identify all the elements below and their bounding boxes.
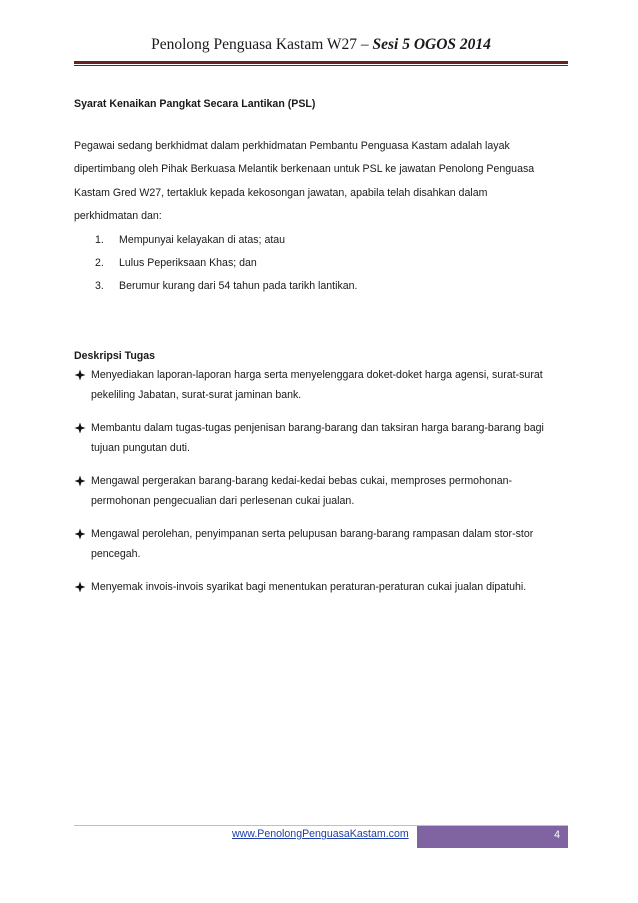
- duty-line: tujuan pungutan duti.: [91, 442, 190, 455]
- condition-number: 3.: [95, 280, 104, 293]
- psl-paragraph-line: Kastam Gred W27, tertakluk kepada kekosongan jawatan, apabila telah disahkan dalam: [74, 186, 488, 199]
- duty-line: pencegah.: [91, 548, 141, 561]
- condition-text: Lulus Peperiksaan Khas; dan: [119, 257, 257, 270]
- psl-paragraph: [74, 135, 568, 229]
- diamond-bullet-icon: [74, 581, 86, 593]
- duties-list: [74, 365, 568, 598]
- footer-page-box: [417, 826, 568, 848]
- duty-line: Menyemak invois-invois syarikat bagi menentukan peraturan-peraturan cukai jualan dipatuhi.: [91, 580, 527, 593]
- header-rule-thin: [74, 65, 568, 66]
- footer-website-link[interactable]: www.PenolongPenguasaKastam.com: [232, 828, 409, 840]
- psl-paragraph-line: Pegawai sedang berkhidmat dalam perkhidmatan Pembantu Penguasa Kastam adalah layak: [74, 140, 510, 152]
- condition-text: Mempunyai kelayakan di atas; atau: [119, 233, 286, 246]
- psl-paragraph-line: perkhidmatan dan:: [74, 210, 162, 223]
- header-rule-thick: [74, 61, 568, 64]
- header-title-plain: Penolong Penguasa Kastam W27 –: [151, 36, 373, 53]
- duty-item: [74, 471, 568, 512]
- document-body: [74, 95, 568, 609]
- duty-line: pekeliling Jabatan, surat-surat jaminan bank.: [91, 389, 302, 402]
- page-number: 4: [554, 829, 560, 841]
- duty-item: [74, 418, 568, 459]
- condition-text: Berumur kurang dari 54 tahun pada tarikh lantikan.: [119, 280, 358, 293]
- duty-item: [74, 524, 568, 565]
- duty-line: Membantu dalam tugas-tugas penjenisan barang-barang dan taksiran harga barang-barang bagi: [91, 421, 544, 434]
- duty-line: permohonan pengecualian dari perlesenan cukai jualan.: [91, 495, 355, 508]
- duty-line: Menyediakan laporan-laporan harga serta menyelenggara doket-doket harga agensi, surat-surat: [91, 368, 543, 381]
- duty-line: Mengawal perolehan, penyimpanan serta pelupusan barang-barang rampasan dalam stor-stor: [91, 527, 534, 540]
- section-heading-psl: Syarat Kenaikan Pangkat Secara Lantikan (PSL): [74, 98, 316, 110]
- page-header-title: [74, 36, 568, 54]
- condition-number: 2.: [95, 257, 104, 270]
- duty-item: [74, 577, 568, 598]
- header-title-session: Sesi 5 OGOS 2014: [372, 36, 491, 53]
- psl-paragraph-line: dipertimbang oleh Pihak Berkuasa Melantik berkenaan untuk PSL ke jawatan Penolong Penguasa: [74, 163, 535, 176]
- duty-item: [74, 365, 568, 406]
- condition-number: 1.: [95, 233, 104, 246]
- diamond-bullet-icon: [74, 528, 86, 540]
- condition-item: [74, 275, 568, 298]
- conditions-list: [74, 229, 568, 299]
- section-heading-duties: Deskripsi Tugas: [74, 349, 156, 362]
- condition-item: [74, 229, 568, 252]
- diamond-bullet-icon: [74, 475, 86, 487]
- condition-item: [74, 252, 568, 275]
- diamond-bullet-icon: [74, 422, 86, 434]
- duty-line: Mengawal pergerakan barang-barang kedai-kedai bebas cukai, memproses permohonan-: [91, 474, 513, 487]
- diamond-bullet-icon: [74, 369, 86, 381]
